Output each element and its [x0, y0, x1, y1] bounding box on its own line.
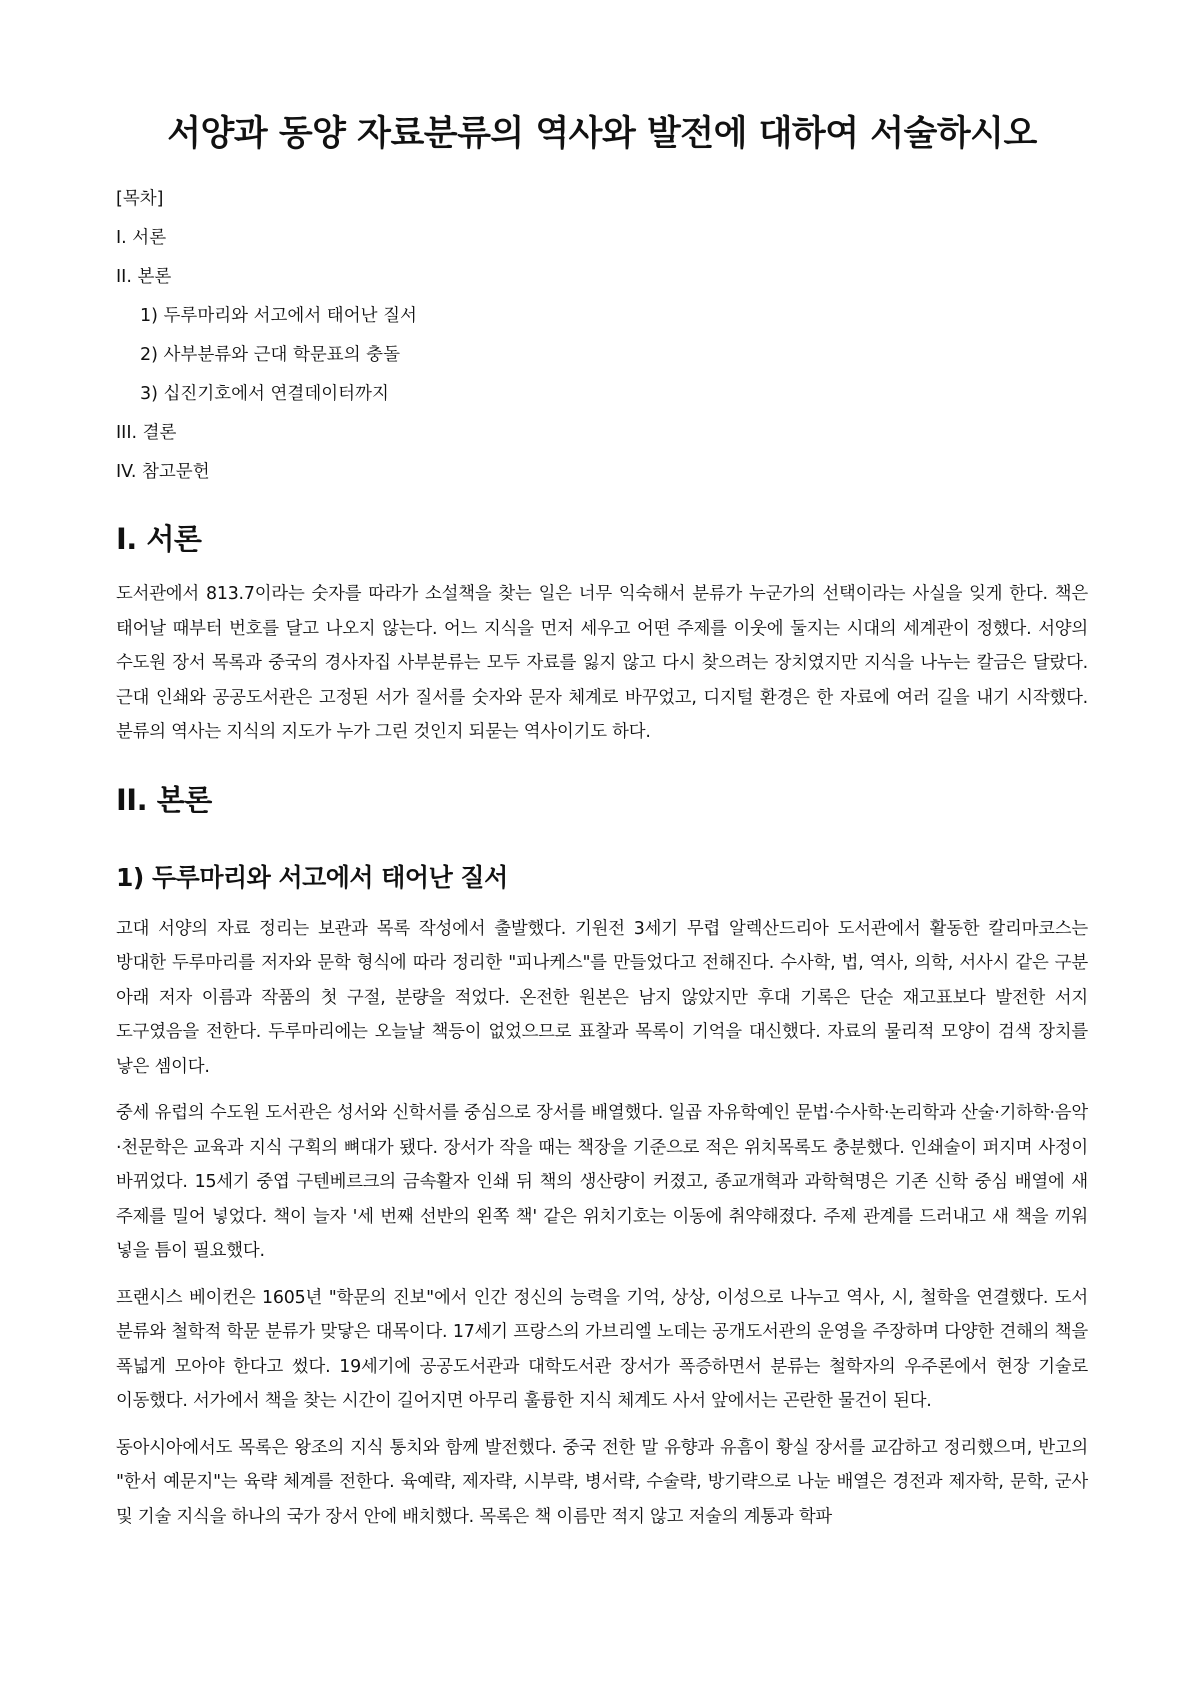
intro-paragraph: 도서관에서 813.7이라는 숫자를 따라가 소설책을 찾는 일은 너무 익숙해서 분류가 누군가의 선택이라는 사실을 잊게 한다. 책은 태어날 때부터 번호를 달고 나오지 않는다. 어느 지식을 먼저 세우고 어떤 주제를 이웃에 둘지는 시대의 세계관이 정했다. 서양의 수도원 장서 목록과 중국의 경사자집 사부분류는 모두 자료를 잃지 않고 다시 찾으려는 장치였지만 지식을 나누는 칼금은 달랐다. 근대 인쇄와 공공도서관은 고정된 서가 질서를 숫자와 문자 체계로 바꾸었고, 디지털 환경은 한 자료에 여러 길을 내기 시작했다. 분류의 역사는 지식의 지도가 누가 그린 것인지 되묻는 역사이기도 하다. [116, 584, 1088, 742]
toc-heading: [목차] [116, 189, 164, 209]
body-paragraph-2: 중세 유럽의 수도원 도서관은 성서와 신학서를 중심으로 장서를 배열했다. 일곱 자유학예인 문법·수사학·논리학과 산술·기하학·음악·천문학은 교육과 지식 구획의 뼈대가 됐다. 장서가 작을 때는 책장을 기준으로 적은 위치목록도 충분했다. 인쇄술이 퍼지며 사정이 바뀌었다. 15세기 중엽 구텐베르크의 금속활자 인쇄 뒤 책의 생산량이 커졌고, 종교개혁과 과학혁명은 기존 신학 중심 배열에 새 주제를 밀어 넣었다. 책이 늘자 '세 번째 선반의 왼쪽 책' 같은 위치기호는 이동에 취약해졌다. 주제 관계를 드러내고 새 책을 끼워 넣을 틈이 필요했다. [116, 1103, 1088, 1261]
document-title: 서양과 동양 자료분류의 역사와 발전에 대하여 서술하시오 [167, 114, 1037, 154]
toc-item-references: IV. 참고문헌 [116, 462, 210, 482]
body-paragraph-4: 동아시아에서도 목록은 왕조의 지식 통치와 함께 발전했다. 중국 전한 말 유향과 유흠이 황실 장서를 교감하고 정리했으며, 반고의 "한서 예문지"는 육략 체계를 전한다. 육예략, 제자략, 시부략, 병서략, 수술략, 방기략으로 나눈 배열은 경전과 제자학, 문학, 군사 및 기술 지식을 하나의 국가 장서 안에 배치했다. 목록은 책 이름만 적지 않고 저술의 계통과 학파 [116, 1437, 1088, 1527]
toc-item-body: II. 본론 [116, 267, 172, 287]
body-paragraph-1: 고대 서양의 자료 정리는 보관과 목록 작성에서 출발했다. 기원전 3세기 무렵 알렉산드리아 도서관에서 활동한 칼리마코스는 방대한 두루마리를 저자와 문학 형식에 따라 정리한 "피나케스"를 만들었다고 전해진다. 수사학, 법, 역사, 의학, 서사시 같은 구분 아래 저자 이름과 작품의 첫 구절, 분량을 적었다. 온전한 원본은 남지 않았지만 후대 기록은 단순 재고표보다 발전한 서지 도구였음을 전한다. 두루마리에는 오늘날 책등이 없었으므로 표찰과 목록이 기억을 대신했다. 자료의 물리적 모양이 검색 장치를 낳은 셈이다. [116, 918, 1088, 1077]
toc-item-conclusion: III. 결론 [116, 423, 177, 443]
toc-item-intro: I. 서론 [116, 228, 167, 248]
table-of-contents [116, 186, 1088, 485]
body-paragraph-3: 프랜시스 베이컨은 1605년 "학문의 진보"에서 인간 정신의 능력을 기억, 상상, 이성으로 나누고 역사, 시, 철학을 연결했다. 도서 분류와 철학적 학문 분류가 맞닿은 대목이다. 17세기 프랑스의 가브리엘 노데는 공개도서관의 운영을 주장하며 다양한 견해의 책을 폭넓게 모아야 한다고 썼다. 19세기에 공공도서관과 대학도서관 장서가 폭증하면서 분류는 철학자의 우주론에서 현장 기술로 이동했다. 서가에서 책을 찾는 시간이 길어지면 아무리 훌륭한 지식 체계도 사서 앞에서는 곤란한 물건이 된다. [116, 1287, 1088, 1411]
body-heading: II. 본론 [116, 782, 212, 817]
toc-item-body-sub2: 2) 사부분류와 근대 학문표의 충돌 [140, 345, 400, 365]
toc-item-body-sub3: 3) 십진기호에서 연결데이터까지 [140, 384, 389, 404]
body-sub1-heading: 1) 두루마리와 서고에서 태어난 질서 [116, 862, 508, 892]
toc-item-body-sub1: 1) 두루마리와 서고에서 태어난 질서 [140, 306, 417, 326]
intro-heading: I. 서론 [116, 522, 202, 556]
